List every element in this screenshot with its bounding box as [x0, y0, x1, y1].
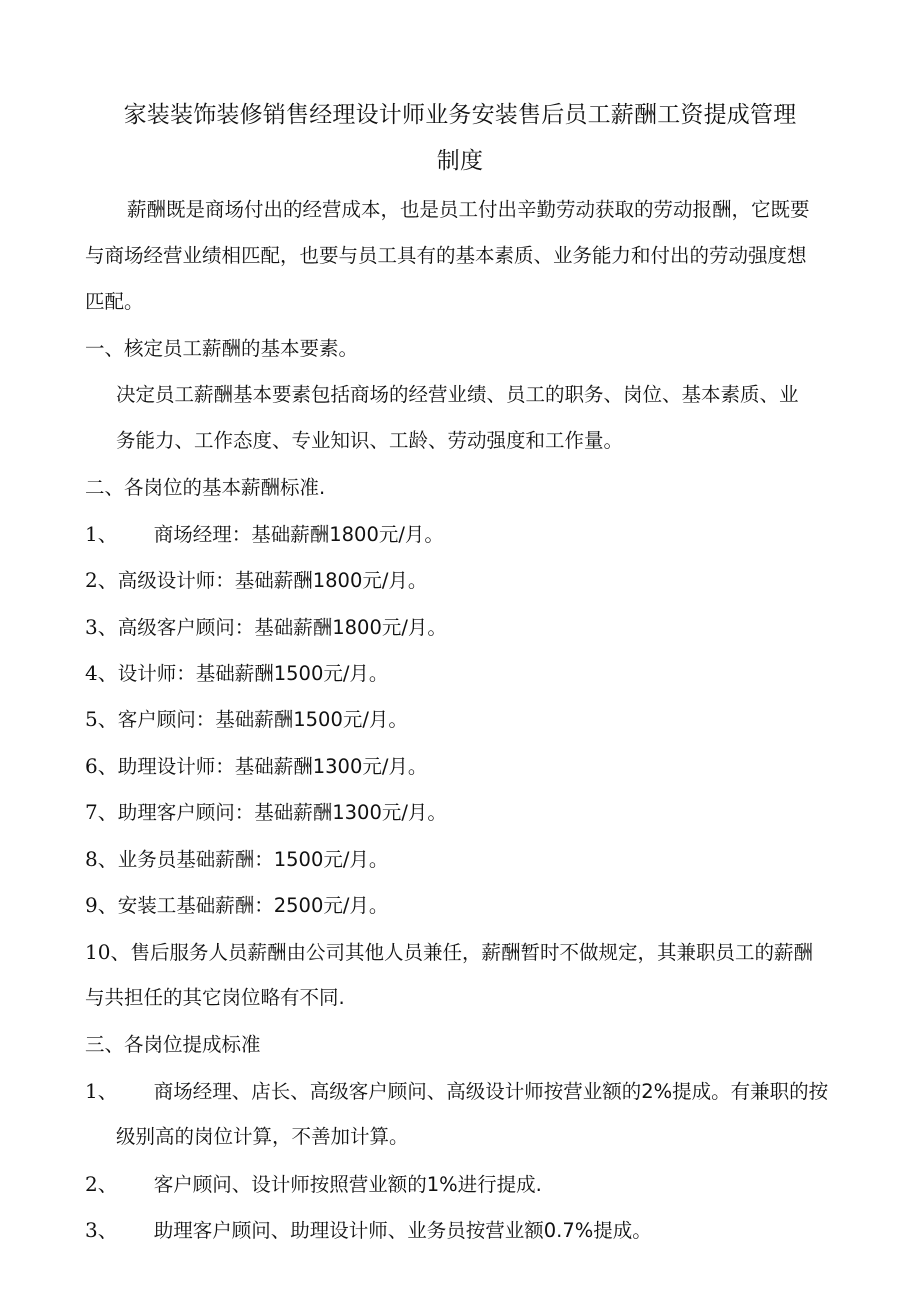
title-line-2: 制度 [436, 148, 484, 174]
item-text: 高级设计师：基础薪酬1800元/月。 [117, 569, 428, 592]
item-number: 4、 [85, 661, 118, 685]
item-number: 8、 [85, 847, 118, 871]
item-text: 安装工基础薪酬：2500元/月。 [117, 894, 389, 917]
item-number: 10、 [85, 940, 131, 964]
list-item [85, 613, 447, 642]
item-number: 2、 [85, 1172, 118, 1196]
item-number: 7、 [85, 800, 118, 824]
section-1-body-line-2: 务能力、工作态度、专业知识、工龄、劳动强度和工作量。 [116, 429, 624, 452]
list-item [85, 566, 427, 595]
intro-line-2: 与商场经营业绩相匹配，也要与员工具有的基本素质、业务能力和付出的劳动强度想 [85, 244, 807, 267]
item-number: 6、 [85, 754, 118, 778]
list-item [85, 938, 813, 967]
item-text: 助理设计师：基础薪酬1300元/月。 [117, 755, 428, 778]
section-2-heading: 二、各岗位的基本薪酬标准. [85, 476, 326, 499]
item-number: 9、 [85, 893, 118, 917]
list-item [85, 798, 447, 827]
item-text: 业务员基础薪酬：1500元/月。 [117, 848, 389, 871]
item-number: 5、 [85, 707, 118, 731]
list-item [85, 891, 388, 920]
item-text: 售后服务人员薪酬由公司其他人员兼任，薪酬暂时不做规定，其兼职员工的薪酬 [130, 941, 813, 964]
section-1-body-line-1: 决定员工薪酬基本要素包括商场的经营业绩、员工的职务、岗位、基本素质、业 [116, 383, 799, 406]
intro-line-1: 薪酬既是商场付出的经营成本，也是员工付出辛勤劳动获取的劳动报酬，它既要 [127, 198, 810, 221]
section-3-heading: 三、各岗位提成标准 [85, 1033, 261, 1056]
item-number: 3、 [85, 615, 118, 639]
item-number: 2、 [85, 568, 118, 592]
item-text: 高级客户顾问：基础薪酬1800元/月。 [117, 616, 447, 639]
document-title [60, 92, 860, 184]
item-number: 1、 [85, 522, 118, 546]
list-item [85, 752, 427, 781]
item-text: 客户顾问、设计师按照营业额的1%进行提成. [153, 1173, 542, 1196]
list-item [85, 1216, 652, 1245]
item-text: 助理客户顾问、助理设计师、业务员按营业额0.7%提成。 [153, 1219, 652, 1242]
item-text: 商场经理、店长、高级客户顾问、高级设计师按营业额的2%提成。有兼职的按 [153, 1080, 829, 1103]
title-line-1: 家装装饰装修销售经理设计师业务安装售后员工薪酬工资提成管理 [123, 102, 797, 128]
item-number: 3、 [85, 1218, 118, 1242]
item-text: 设计师：基础薪酬1500元/月。 [117, 662, 389, 685]
item-text: 助理客户顾问：基础薪酬1300元/月。 [117, 801, 447, 824]
list-item-continuation: 与共担任的其它岗位略有不同. [85, 986, 345, 1009]
item-number: 1、 [85, 1079, 118, 1103]
list-item [85, 705, 408, 734]
item-text: 客户顾问：基础薪酬1500元/月。 [117, 708, 408, 731]
list-item [85, 1170, 542, 1199]
item-text: 商场经理：基础薪酬1800元/月。 [153, 523, 444, 546]
list-item [85, 520, 444, 549]
list-item-continuation: 级别高的岗位计算，不善加计算。 [116, 1125, 409, 1148]
intro-line-3: 匹配。 [85, 290, 144, 313]
list-item [85, 845, 388, 874]
list-item [85, 659, 388, 688]
section-1-heading: 一、核定员工薪酬的基本要素。 [85, 337, 359, 360]
list-item [85, 1077, 828, 1106]
